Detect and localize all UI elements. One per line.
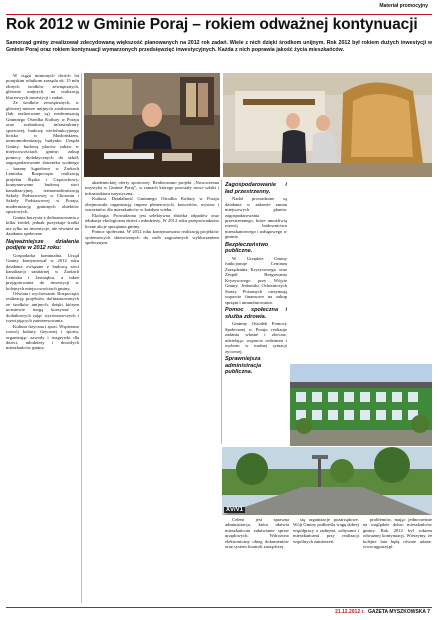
subheading: Pomoc społeczna i służba zdrowia. xyxy=(225,307,287,320)
paragraph: Oświata i wychowanie. Rozpoczęto realizację projektów dofinansowanych ze środków unijnych, dzięki którym uczniowie mogą korzystać z dodatkowych zajęć wyrównawczych i rozwijających zainteresowania. xyxy=(6,290,79,324)
column-rule xyxy=(221,180,222,444)
paragraph: Gminny Ośrodek Pomocy Społecznej w Poraju realizuje zadania własne i zlecone, udzielając wsparcia rodzinom i osobom w trudnej sytuacji życiowej. xyxy=(225,321,287,354)
column-rule xyxy=(81,73,82,603)
article-column-3 xyxy=(225,180,287,444)
photo-school-building xyxy=(290,364,432,446)
paragraph: Kultura. Działalność Gminnego Ośrodka Kultury w Poraju obejmowała organizację imprez plenerowych, koncertów, wystaw i warsztatów dla mieszkańców w każdym wieku. xyxy=(85,196,219,213)
paragraph: Ekologia. Prowadzona jest selektywna zbiórka odpadów oraz edukacja ekologiczna dzieci i młodzieży. W 2012 roku przeprowadzono liczne akcje sprzątania gminy. xyxy=(85,212,219,229)
subheading: Bezpieczeństwo publiczne. xyxy=(225,241,269,255)
photo-label: XV/V1 xyxy=(226,507,244,513)
photo-park-road xyxy=(222,447,432,515)
paragraph: Kultura fizyczna i sport. Wspierano rozwój kultury fizycznej i sportu, organizując zawody i rozgrywki dla dzieci, młodzieży i dorosłych mieszkańców gminy. xyxy=(6,323,79,351)
paragraph: akademickiej oferty sportowej. Realizowano projekt „Nowoczesna turystyka w Gminie Poraj”, w ramach którego powstały nowe szlaki i infrastruktura turystyczna. xyxy=(85,180,219,196)
photo-official-at-desk xyxy=(84,73,220,177)
footer-rule xyxy=(6,607,432,608)
article-title: Rok 2012 w Gminie Poraj – rokiem odważnej kontynuacji xyxy=(6,16,418,33)
article-column-2 xyxy=(85,180,219,605)
article-column-bottom-1 xyxy=(225,517,289,605)
article-column-bottom-3 xyxy=(363,517,432,605)
section-label: Materiał promocyjny xyxy=(379,3,428,9)
paragraph: W ciągu minionych dwóch lat porajskim rolnikom zarządu ok. 15 mln złotych środków zewnętrznych, głównie unijnych, na realizację kluczowych inwestycji i zadań. xyxy=(6,73,79,100)
paragraph: problemów, mając jednocześnie na względzie dobro mieszkańców gminy. Rok 2012 był rokiem odważnej kontynuacji. Wierzymy, że kolejne lata będą równie udane. www.ugporaj.pl xyxy=(363,517,432,550)
article-lead: Samorząd gminy zrealizował zdecydowaną większość planowanych na 2012 rok zadań. Wiele z nich dzięki środkom unijnym. Rok 2012 był rokiem dużych inwestycji w Gminie Poraj oraz rokiem kontynuacji wymarzonych przedsięwzięć inwestycyjnych. Każda z nich poprawia jakość życia mieszkańców. xyxy=(6,40,432,53)
paragraph: Pomoc społeczna. W 2012 roku kontynuowano realizację projektów systemowych skierowanych do osób zagrożonych wykluczeniem społecznym. xyxy=(85,229,219,245)
paragraph: Celem jest sprawna administracja, która ułatwia mieszkańcom załatwianie spraw urzędowych. Wdrożono elektroniczny obieg dokumentów oraz system kontroli zarządczej. xyxy=(225,517,289,550)
header-rule xyxy=(6,4,432,15)
article-column-bottom-2 xyxy=(293,517,359,605)
paragraph: Nadal prowadzone są działania w zakresie zmian miejscowych planów zagospodarowania przestrzennego, które umożliwią rozwój budownictwa mieszkaniowego i usługowego w gminie. xyxy=(225,196,287,240)
subheading: Zagospodarowanie i ład przestrzenny. xyxy=(225,182,287,195)
article-column-1 xyxy=(6,73,79,605)
subheading: Sprawniejsza administracja publiczna. xyxy=(225,355,262,376)
page-footer xyxy=(335,609,430,615)
photo-exhibition-stand xyxy=(223,73,432,177)
footer-publication: GAZETA MYSZKOWSKA 7 xyxy=(367,609,430,615)
paragraph: Gospodarka komunalna. Urząd Gminy kontynuował w 2012 roku działania związane z budową sieci kanalizacji sanitarnej w Żarkach Letnisku i Jastrzębiu, a także przygotowania do inwestycji w kolejnych miejscowościach gminy. xyxy=(6,252,79,291)
paragraph: Gmina korzysta z dofinansowania z kilku źródeł, jednak pozyskuje środki nie tylko na inwestycje, ale również na działania społeczne. xyxy=(6,214,79,237)
paragraph: Ze środków zewnętrznych, w głównej mierze unijnych zrealizowano (lub realizowane są) modernizację Gminnego Ośrodka Kultury w Poraju oraz rozbudowę infrastruktury sportowej, budowę wielofunkcyjnego boiska w Masłońskiem, termomodernizację budynku Urzędu Gminy, budowę placów zabaw w miejscowościach gminy; zakup pomocy dydaktycznych do szkół; zagospodarowanie zbiornika wodnego – baseny kąpielowe w Żarkach Letnisku. Rozpoczęto realizację projektu Śląska i Częstochowy, kontynuowano budowę sieci kanalizacyjnej, termomodernizację Szkoły Podstawowej w Choroniu i Szkoły Podstawowej w Poraju, modernizację gminnych obiektów sportowych. xyxy=(6,100,79,215)
paragraph: się organizacje pozarządowe. Wójt Gminy podkreśla wagę dobrej współpracy z radnymi, sołtysami i mieszkańcami przy realizacji wspólnych zamierzeń. xyxy=(293,517,359,544)
footer-date: 21.12.2012 r. xyxy=(335,609,365,615)
paragraph: W Urzędzie Gminy funkcjonuje Centrum Zarządzania Kryzysowego oraz Zespół Reagowania Kryzysowego przy Wójcie Gminy. Jednostki Ochotniczych Straży Pożarnych otrzymują wsparcie finansowe na zakup sprzętu i umundurowania. xyxy=(225,256,287,305)
subheading: Najważniejsze działania podjęte w 2012 roku: xyxy=(6,238,79,252)
